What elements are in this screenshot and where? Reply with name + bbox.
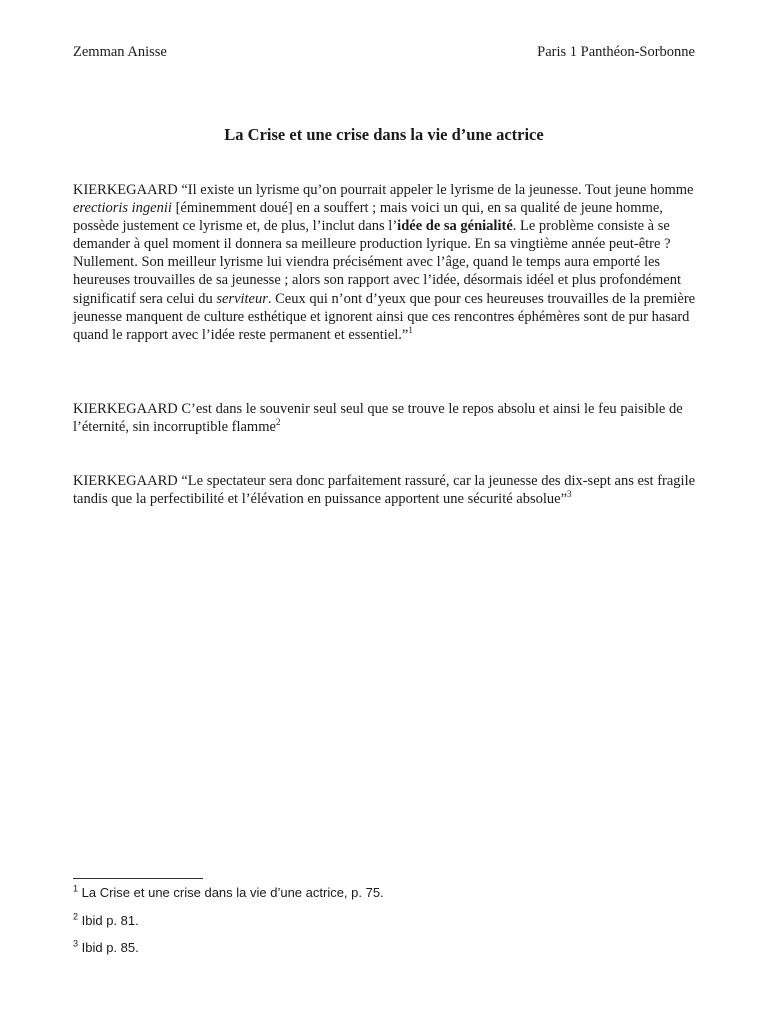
footnote-text: La Crise et une crise dans la vie d’une actrice, p. 75. [78, 885, 384, 900]
italic-term: serviteur [216, 290, 268, 307]
document-title: La Crise et une crise dans la vie d’une actrice [224, 125, 544, 144]
footnote-mark: 1 [73, 883, 79, 894]
paragraph-segment: KIERKEGAARD C’est dans le souvenir seul seul que se trouve le repos absolu et ainsi le feu paisible de l’éternité, sin incorruptible flamme [73, 401, 683, 436]
paragraph-segment: KIERKEGAARD “Il existe un lyrisme qu’on pourrait appeler le lyrisme de la jeunesse. Tout jeune homme [73, 182, 694, 198]
footnote-separator [73, 878, 203, 879]
paragraph-segment: . Ceux qui n’ont d’yeux que pour ces heureuses trouvailles de la première jeunesse manquent de culture esthétique et ignorent ainsi que ces rencontres éphémères sont de pur hasard quand le rapport avec l’idée reste permanent et essentiel.” [73, 290, 696, 343]
header-institution: Paris 1 Panthéon-Sorbonne [537, 44, 695, 60]
header-author: Zemman Anisse [73, 44, 167, 60]
quote-paragraph-3 [73, 472, 697, 508]
footnote-2 [73, 913, 139, 929]
paragraph-segment: KIERKEGAARD “Le spectateur sera donc parfaitement rassuré, car la jeunesse des dix-sept ans est fragile tandis que la perfectibilité et l’élévation en puissance apportent une sécurité absolue” [73, 473, 696, 508]
footnote-text: Ibid p. 81. [78, 913, 139, 928]
quote-paragraph-2 [73, 400, 697, 436]
footnote-1 [73, 885, 384, 901]
emphasis-term: idée de sa génialité [397, 218, 513, 235]
paragraph-segment: . Le problème consiste à se demander à quel moment il donnera sa meilleure production lyrique. En sa vingtième année peut-être ? Nullement. Son meilleur lyrisme lui viendra précisément avec l’âge, quand le temps aura emporté les heureuses trouvailles de sa jeunesse ; alors son rapport avec l’idée, désormais idéel et plus profondément significatif sera celui du [73, 218, 682, 307]
footnote-ref-2[interactable]: 2 [275, 417, 281, 428]
quote-paragraph-1 [73, 181, 697, 344]
footnote-mark: 2 [73, 911, 79, 922]
footnote-text: Ibid p. 85. [78, 940, 139, 955]
latin-term: erectioris ingenii [73, 200, 172, 217]
footnote-3 [73, 940, 139, 956]
footnote-ref-1[interactable]: 1 [408, 324, 413, 335]
paragraph-segment: [éminemment doué] en a souffert ; mais voici un qui, en sa qualité de jeune homme, possède justement ce lyrisme et, de plus, l’inclut dans l’ [73, 200, 663, 235]
footnote-ref-3[interactable]: 3 [567, 489, 572, 500]
footnote-mark: 3 [73, 938, 79, 949]
